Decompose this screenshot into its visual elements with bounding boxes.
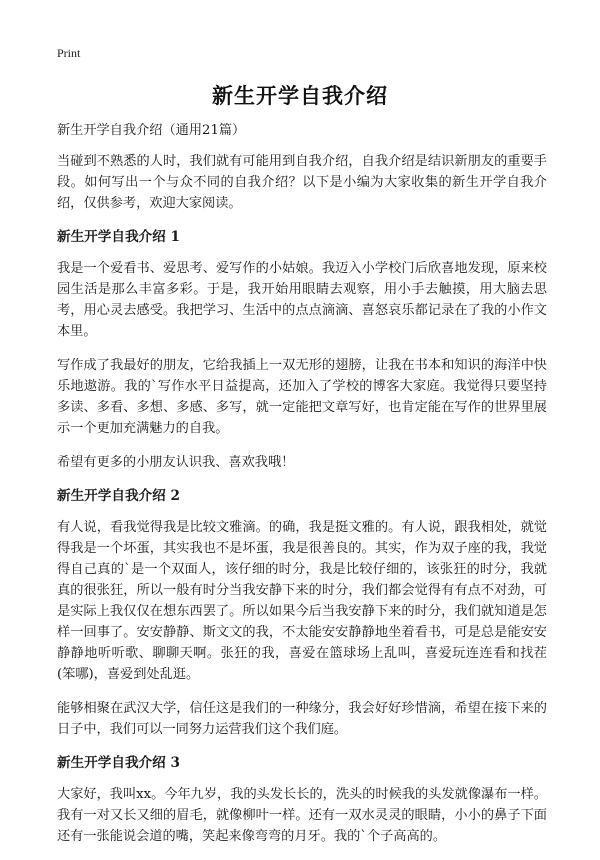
section-heading: 新生开学自我介绍 1: [57, 229, 180, 245]
intro-paragraph: 当碰到不熟悉的人时，我们就有可能用到自我介绍，自我介绍是结识新朋友的重要手段。如何写出一个与众不同的自我介绍？以下是小编为大家收集的新生开学自我介绍，仅供参考，欢迎大家阅读。: [57, 154, 547, 211]
section-2: [57, 486, 547, 740]
page-title: 新生开学自我介绍: [212, 83, 388, 108]
section-heading: 新生开学自我介绍 3: [57, 755, 180, 771]
paragraph: 有人说，看我觉得我是比较文雅滴。的确，我是挺文雅的。有人说，跟我相处，就觉得我是一个坏蛋，其实我也不是坏蛋，我是很善良的。其实，作为双子座的我，我觉得自己真的`是一个双面人，该仔细的时分，我是比较仔细的，该张狂的时分，我就真的很张狂，所以一般有时分当我安静下来的时分，我们都会觉得有有点不对劲，可是实际上我仅仅在想东西罢了。所以如果今后当我安静下来的时分，我们就知道是怎样一回事了。安安静静、斯文文的我，不太能安安静静地坐着看书，可是总是能安安静静地听听歌、聊聊天啊。张狂的我，喜爱在篮球场上乱叫，喜爱玩连连看和找茬(笨哪)，喜爱到处乱逛。: [57, 520, 547, 682]
section-3: [57, 753, 547, 847]
article-body: [57, 120, 547, 860]
section-heading: 新生开学自我介绍 2: [57, 488, 180, 504]
print-link[interactable]: Print: [57, 46, 81, 60]
paragraph: 希望有更多的小朋友认识我、喜欢我哦！: [57, 455, 295, 470]
paragraph: 能够相聚在武汉大学，信任这是我们的一种缘分，我会好好珍惜滴，希望在接下来的日子中，我们可以一同努力运营我们这个我们庭。: [57, 701, 547, 737]
paragraph: 我是一个爱看书、爱思考、爱写作的小姑娘。我迈入小学校门后欣喜地发现，原来校园生活是那么丰富多彩。于是，我开始用眼睛去观察，用小手去触摸，用大脑去思考，用心灵去感受。我把学习、生活中的点点滴滴、喜怒哀乐都记录在了我的小作文本里。: [57, 261, 547, 339]
paragraph: 写作成了我最好的朋友，它给我插上一双无形的翅膀，让我在书本和知识的海洋中快乐地遨游。我的`写作水平日益提高，还加入了学校的博客大家庭。我觉得只要坚持多读、多看、多想、多感、多写，就一定能把文章写好，也肯定能在写作的世界里展示一个更加充满魅力的自我。: [57, 358, 547, 436]
section-1: [57, 227, 547, 473]
paragraph: 大家好，我叫xx。今年九岁，我的头发长长的，洗头的时候我的头发就像瀑布一样。我有一对又长又细的眉毛，就像柳叶一样。还有一双水灵灵的眼睛，小小的鼻子下面还有一张能说会道的嘴，笑起来像弯弯的月牙。我的`个子高高的。: [57, 787, 547, 844]
article-subtitle: 新生开学自我介绍（通用21篇）: [57, 123, 246, 138]
